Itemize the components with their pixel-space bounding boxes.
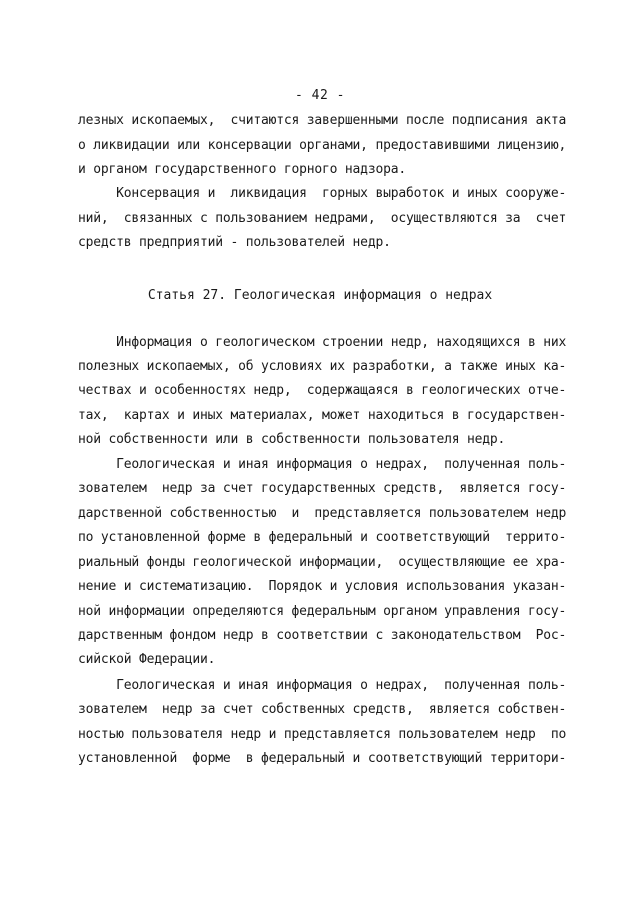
text-line: риальный фонды геологической информации, осуществляющие ее хра- — [78, 555, 567, 570]
text-line: дарственным фондом недр в соответствии с законодательством Рос- — [78, 628, 567, 643]
text-line: Консервация и ликвидация горных выработок и иных сооруже- — [78, 186, 567, 201]
text-line: ностью пользователя недр и представляется пользователем недр по — [78, 727, 567, 742]
text-line: Геологическая и иная информация о недрах, полученная поль- — [78, 678, 567, 693]
text-line: чествах и особенностях недр, содержащаяся в геологических отче- — [78, 383, 567, 398]
text-line: ной информации определяются федеральным органом управления госу- — [78, 604, 567, 619]
text-line: о ликвидации или консервации органами, предоставившими лицензию, — [78, 138, 567, 153]
text-line: по установленной форме в федеральный и соответствующий террито- — [78, 530, 567, 545]
text-line: установленной форме в федеральный и соответствующий территори- — [78, 751, 567, 766]
text-line: тах, картах и иных материалах, может находиться в государствен- — [78, 408, 567, 423]
text-line: нение и систематизацию. Порядок и условия использования указан- — [78, 579, 567, 594]
text-line: ний, связанных с пользованием недрами, осуществляются за счет — [78, 211, 567, 226]
text-line: средств предприятий - пользователей недр. — [78, 235, 391, 250]
text-line: и органом государственного горного надзора. — [78, 162, 406, 177]
text-line: Геологическая и иная информация о недрах, полученная поль- — [78, 457, 567, 472]
text-line: полезных ископаемых, об условиях их разработки, а также иных ка- — [78, 359, 567, 374]
article-heading: Статья 27. Геологическая информация о недрах — [147, 288, 493, 303]
text-line: зователем недр за счет государственных средств, является госу- — [78, 481, 567, 496]
text-line: Информация о геологическом строении недр, находящихся в них — [78, 335, 567, 350]
page-number: - 42 - — [295, 88, 345, 103]
text-line: ной собственности или в собственности пользователя недр. — [78, 432, 506, 447]
text-line: зователем недр за счет собственных средств, является собствен- — [78, 702, 567, 717]
text-line: сийской Федерации. — [78, 652, 216, 667]
text-line: дарственной собственностью и представляется пользователем недр — [78, 506, 567, 521]
text-line: лезных ископаемых, считаются завершенными после подписания акта — [78, 113, 567, 128]
